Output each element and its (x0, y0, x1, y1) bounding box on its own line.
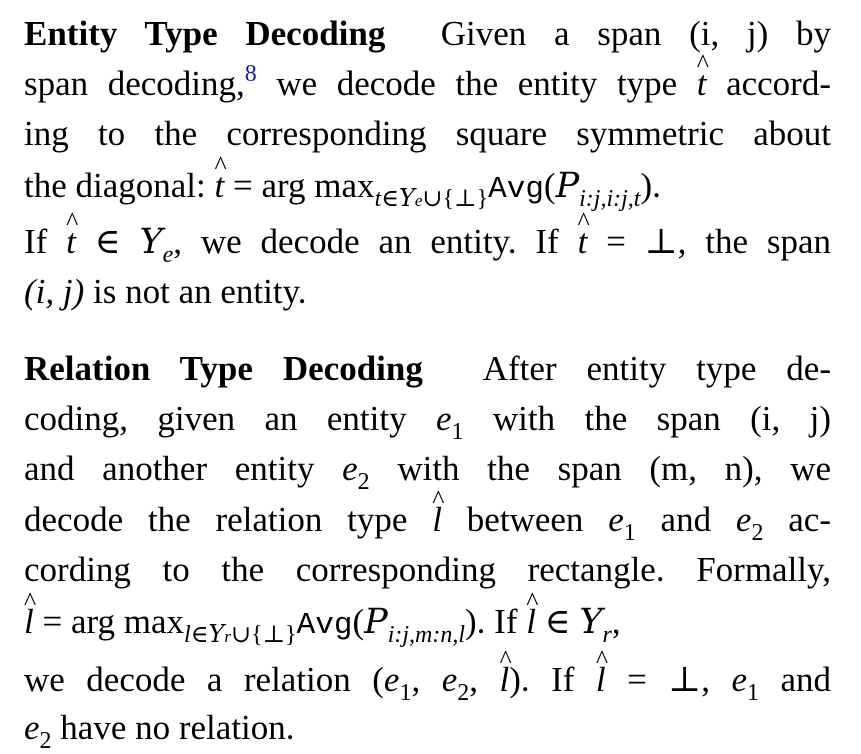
math-subscript: 2 (39, 728, 52, 754)
math-l-hat: ^ l (24, 602, 34, 642)
math-script-p: P (364, 602, 388, 642)
math-script-y: Y (579, 602, 603, 642)
math-e: e (24, 708, 40, 747)
math-script-p: P (555, 166, 580, 206)
math-fragment: ∈ (75, 222, 140, 261)
text-fragment: cording to the corresponding rectangle. Formally, (24, 550, 831, 589)
math-avg-function: Avg (488, 172, 544, 207)
text-fragment: , we decode an entity. If (173, 222, 578, 261)
math-fragment: ∈ (535, 602, 580, 641)
text-line-4 (24, 166, 844, 212)
text-fragment: If (24, 222, 67, 261)
math-fragment: ). (640, 166, 661, 205)
math-l-hat: ^ l (526, 602, 536, 642)
text-line-12 (24, 602, 844, 648)
text-fragment: and another entity (24, 449, 343, 488)
math-subscript: 1 (623, 520, 636, 546)
text-fragment: span decoding, (24, 64, 245, 103)
math-subscript: i:j,m:n,l (387, 622, 466, 648)
text-line-2 (24, 61, 831, 104)
text-line-9 (24, 449, 831, 495)
text-line-6 (24, 272, 831, 312)
math-l-hat: ^ l (596, 660, 606, 700)
math-subscript: 2 (457, 680, 470, 706)
text-fragment: decode the relation type (24, 500, 433, 539)
math-argmax: = arg max (224, 166, 375, 205)
text-line-14 (24, 708, 831, 754)
text-fragment: ). If (465, 602, 527, 641)
math-argmax: = arg max (33, 602, 185, 641)
math-fragment: e (414, 191, 423, 210)
math-t-hat: ^ t (697, 64, 707, 104)
text-fragment: accord- (706, 64, 831, 103)
math-subscript: 2 (751, 520, 764, 546)
math-fragment: r (224, 627, 231, 646)
math-subscript: 1 (451, 419, 464, 445)
math-fragment: l∈ (184, 622, 209, 648)
math-e: e (735, 500, 752, 539)
math-subscript: 1 (747, 680, 759, 706)
text-fragment: = ⊥, (605, 660, 732, 699)
text-fragment: with the span (m, n), we (369, 449, 831, 488)
text-line-8 (24, 399, 831, 445)
relation-type-decoding-heading: Relation Type Decoding (24, 349, 423, 388)
text-fragment: is not an entity. (84, 272, 307, 311)
math-e: e (441, 660, 458, 699)
math-t-hat: ^ t (66, 222, 76, 262)
math-subscript (375, 186, 489, 212)
math-e: e (608, 500, 624, 539)
math-fragment: ∪{⊥} (230, 622, 297, 648)
text-fragment: between (441, 500, 609, 539)
math-t-hat: ^ t (215, 166, 225, 206)
text-fragment: we decode a relation ( (24, 660, 384, 699)
text-fragment: have no relation. (51, 708, 295, 747)
text-fragment: , (611, 602, 621, 641)
text-fragment: ac- (763, 500, 831, 539)
math-subscript: e (162, 242, 174, 268)
text-line-1 (24, 14, 831, 54)
text-line-7 (24, 349, 831, 389)
text-line-5 (24, 222, 831, 268)
math-subscript: r (602, 622, 612, 648)
math-script-y: Y (208, 620, 225, 648)
math-fragment: t∈ (374, 186, 399, 212)
math-subscript: 2 (357, 469, 370, 495)
math-script-y: Y (139, 222, 163, 262)
math-script-y: Y (399, 184, 415, 212)
math-e: e (342, 449, 358, 488)
text-line-11 (24, 550, 831, 590)
text-fragment: After entity type de- (482, 349, 831, 388)
math-fragment: , (469, 660, 500, 699)
math-span: (i, j) (24, 272, 85, 311)
text-fragment: with the span (i, j) (463, 399, 831, 438)
math-fragment: ( (543, 166, 556, 205)
math-subscript: i:j,i:j,t (579, 186, 641, 212)
math-fragment: ( (352, 602, 365, 641)
math-l-hat: ^ l (432, 500, 442, 540)
text-fragment: ). If (509, 660, 596, 699)
math-fragment: ∪{⊥} (422, 186, 489, 212)
math-subscript: 1 (399, 680, 412, 706)
math-e: e (731, 660, 747, 699)
footnote-marker[interactable]: 8 (244, 61, 257, 87)
math-fragment: , (411, 660, 442, 699)
math-t-hat: ^ t (578, 222, 588, 262)
text-line-13 (24, 660, 832, 706)
math-avg-function: Avg (296, 608, 353, 643)
entity-type-decoding-heading: Entity Type Decoding (24, 14, 386, 53)
text-line-3 (24, 114, 831, 154)
math-e: e (435, 399, 452, 438)
text-fragment: we decode the entity type (256, 64, 697, 103)
text-fragment: = ⊥, the span (587, 222, 831, 261)
text-fragment: the diagonal: (24, 166, 215, 205)
text-line-10 (24, 500, 831, 546)
math-e: e (383, 660, 400, 699)
math-l-hat: ^ l (499, 660, 509, 700)
text-fragment: coding, given an entity (24, 399, 436, 438)
text-fragment: and (759, 660, 832, 699)
text-fragment: Given a span (i, j) by (440, 14, 831, 53)
text-fragment: ing to the corresponding square symmetric about (24, 114, 831, 153)
text-fragment: and (635, 500, 736, 539)
math-subscript (184, 622, 297, 648)
